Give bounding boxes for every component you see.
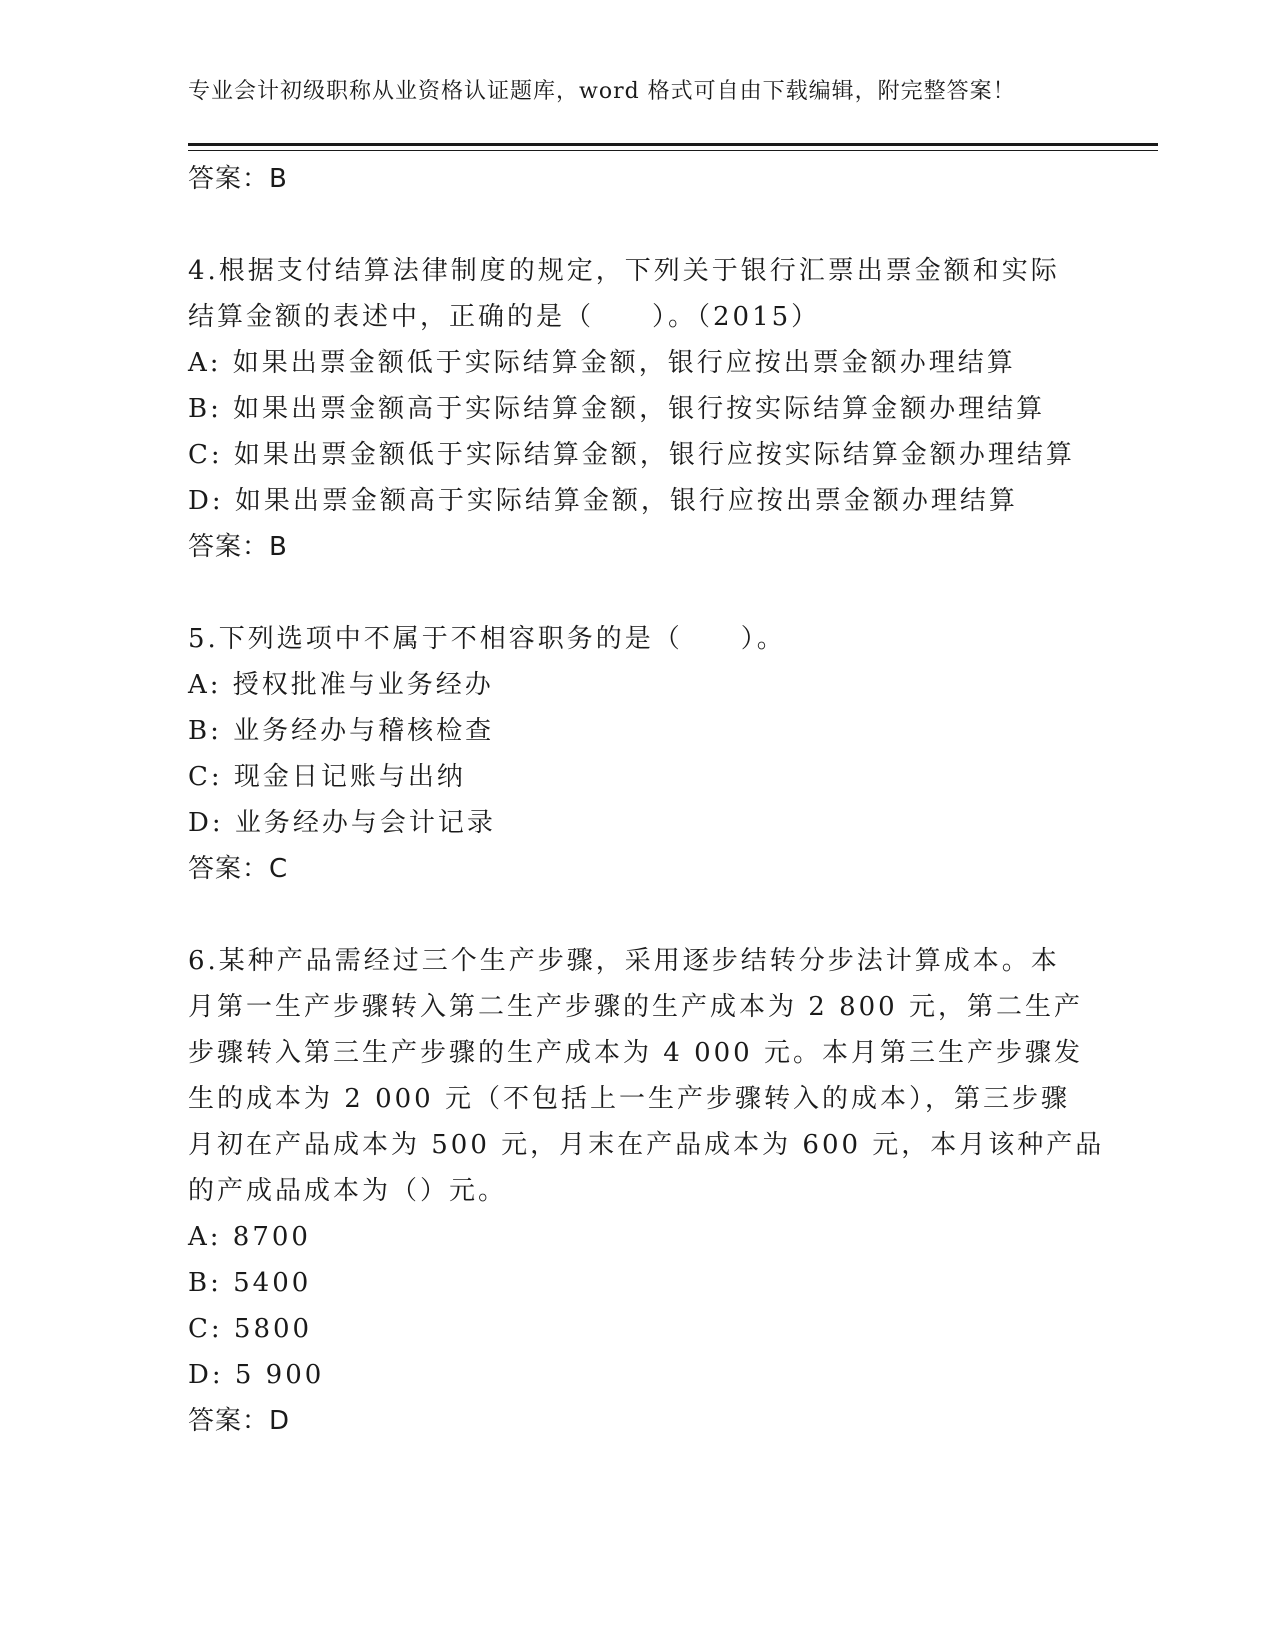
option-d: D: 如果出票金额高于实际结算金额，银行应按出票金额办理结算 — [188, 486, 1018, 516]
question-4 — [188, 248, 1088, 570]
option-b: B: 如果出票金额高于实际结算金额，银行按实际结算金额办理结算 — [188, 394, 1046, 424]
answer: 答案：D — [188, 1406, 291, 1436]
option-a: A: 如果出票金额低于实际结算金额，银行应按出票金额办理结算 — [188, 348, 1016, 378]
question-text-line: 步骤转入第三生产步骤的生产成本为 4 000 元。本月第三生产步骤发 — [188, 1038, 1083, 1068]
option-c: C: 5800 — [188, 1314, 313, 1344]
question-text-line: 的产成品成本为（）元。 — [188, 1176, 508, 1206]
header-rule-thin — [188, 150, 1158, 151]
question-text-line: 6.某种产品需经过三个生产步骤，采用逐步结转分步法计算成本。本 — [188, 946, 1060, 976]
option-d: D: 业务经办与会计记录 — [188, 808, 496, 838]
document-body — [188, 156, 1105, 1444]
question-text-line: 结算金额的表述中，正确的是（ ）。（2015） — [188, 302, 821, 332]
answer: 答案：C — [188, 854, 289, 884]
option-d: D: 5 900 — [188, 1360, 325, 1390]
option-c: C: 如果出票金额低于实际结算金额，银行应按实际结算金额办理结算 — [188, 440, 1075, 470]
question-text-line: 月初在产品成本为 500 元，月末在产品成本为 600 元，本月该种产品 — [188, 1130, 1105, 1160]
option-b: B: 5400 — [188, 1268, 312, 1298]
page-header: 专业会计初级职称从业资格认证题库，word 格式可自由下载编辑，附完整答案！ — [188, 79, 1016, 104]
option-b: B: 业务经办与稽核检查 — [188, 716, 495, 746]
question-text-line: 生的成本为 2 000 元（不包括上一生产步骤转入的成本），第三步骤 — [188, 1084, 1070, 1114]
question-text-line: 月第一生产步骤转入第二生产步骤的生产成本为 2 800 元，第二生产 — [188, 992, 1083, 1022]
previous-answer: 答案：B — [188, 164, 288, 194]
question-text-line: 4.根据支付结算法律制度的规定，下列关于银行汇票出票金额和实际 — [188, 256, 1060, 286]
question-5 — [188, 616, 1088, 892]
option-a: A: 8700 — [188, 1222, 311, 1252]
header-rule-thick — [188, 143, 1158, 146]
question-text-line: 5.下列选项中不属于不相容职务的是（ ）。 — [188, 624, 786, 654]
answer: 答案：B — [188, 532, 288, 562]
option-c: C: 现金日记账与出纳 — [188, 762, 466, 792]
question-6 — [188, 938, 1105, 1444]
option-a: A: 授权批准与业务经办 — [188, 670, 494, 700]
